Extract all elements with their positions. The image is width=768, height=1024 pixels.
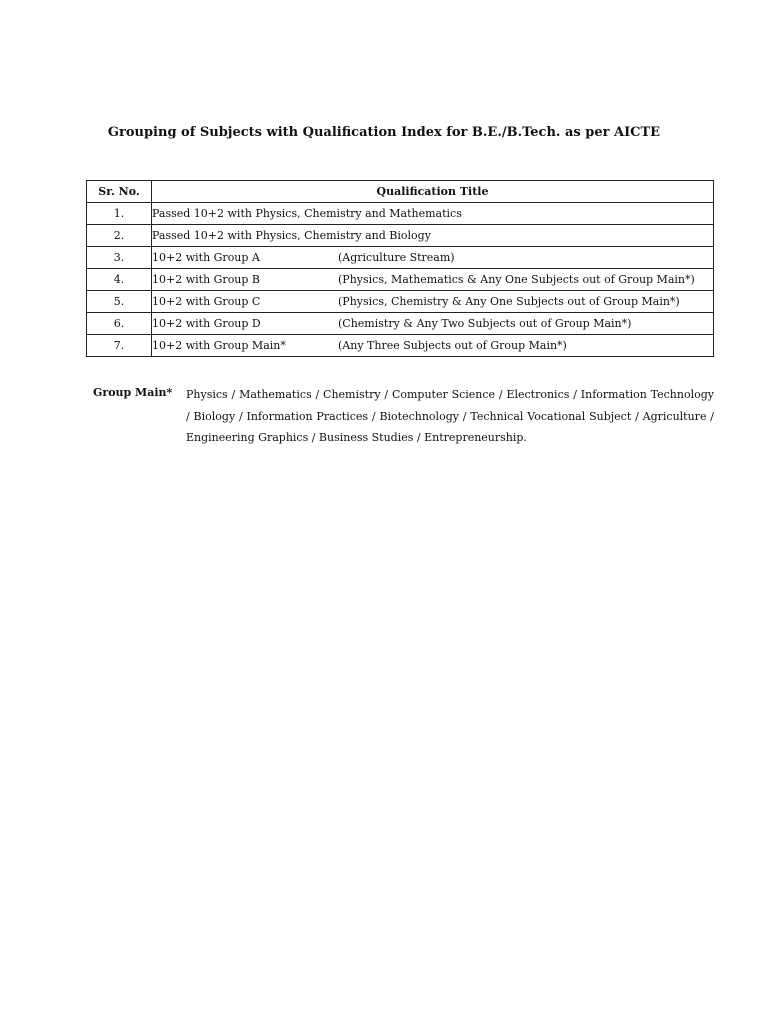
qualification-detail: (Chemistry & Any Two Subjects out of Group Main*): [338, 317, 632, 330]
qualification-detail: (Any Three Subjects out of Group Main*): [338, 339, 567, 352]
qualification-title-cell: [152, 335, 714, 357]
table-row: [87, 247, 714, 269]
table-row: [87, 225, 714, 247]
qualification-title: 10+2 with Group D: [152, 317, 261, 330]
sr-no-cell: 3.: [87, 247, 152, 269]
qualification-title-cell: [152, 269, 714, 291]
qualification-title-cell: [152, 313, 714, 335]
group-main-subjects-text: Physics / Mathematics / Chemistry / Computer Science / Electronics / Information Technology / Biology / Information Practices / Biotechnology / Technical Vocational Subject / Agriculture / Engineering Graphics / Business Studies / Entrepreneurship.: [186, 388, 714, 444]
qualification-title-cell: [152, 291, 714, 313]
sr-no-cell: 5.: [87, 291, 152, 313]
sr-no-cell: 1.: [87, 203, 152, 225]
page-title: Grouping of Subjects with Qualification Index for B.E./B.Tech. as per AICTE: [107, 125, 661, 140]
qualification-title: 10+2 with Group Main*: [152, 339, 286, 352]
qualification-detail: (Agriculture Stream): [338, 251, 455, 264]
qualification-title: 10+2 with Group B: [152, 273, 261, 286]
qualification-detail: (Physics, Mathematics & Any One Subjects out of Group Main*): [338, 273, 695, 286]
qualification-title-cell: [152, 247, 714, 269]
table-row: [87, 313, 714, 335]
sr-no-cell: 2.: [87, 225, 152, 247]
qualification-title: Passed 10+2 with Physics, Chemistry and Mathematics: [152, 207, 462, 220]
qualification-title: Passed 10+2 with Physics, Chemistry and Biology: [152, 229, 431, 242]
table-header-row: [87, 181, 714, 203]
qualification-title-cell: [152, 203, 714, 225]
qualification-table: [86, 180, 714, 357]
group-main-label: Group Main*: [93, 386, 173, 399]
sr-no-cell: 4.: [87, 269, 152, 291]
table-row: [87, 203, 714, 225]
qualification-title: 10+2 with Group A: [152, 251, 260, 264]
sr-no-cell: 6.: [87, 313, 152, 335]
table-row: [87, 335, 714, 357]
column-header-sr-no: Sr. No.: [87, 181, 152, 203]
sr-no-cell: 7.: [87, 335, 152, 357]
qualification-title: 10+2 with Group C: [152, 295, 261, 308]
qualification-detail: (Physics, Chemistry & Any One Subjects out of Group Main*): [338, 295, 680, 308]
column-header-qualification-title: Qualification Title: [152, 181, 714, 203]
table-row: [87, 269, 714, 291]
qualification-title-cell: [152, 225, 714, 247]
table-row: [87, 291, 714, 313]
